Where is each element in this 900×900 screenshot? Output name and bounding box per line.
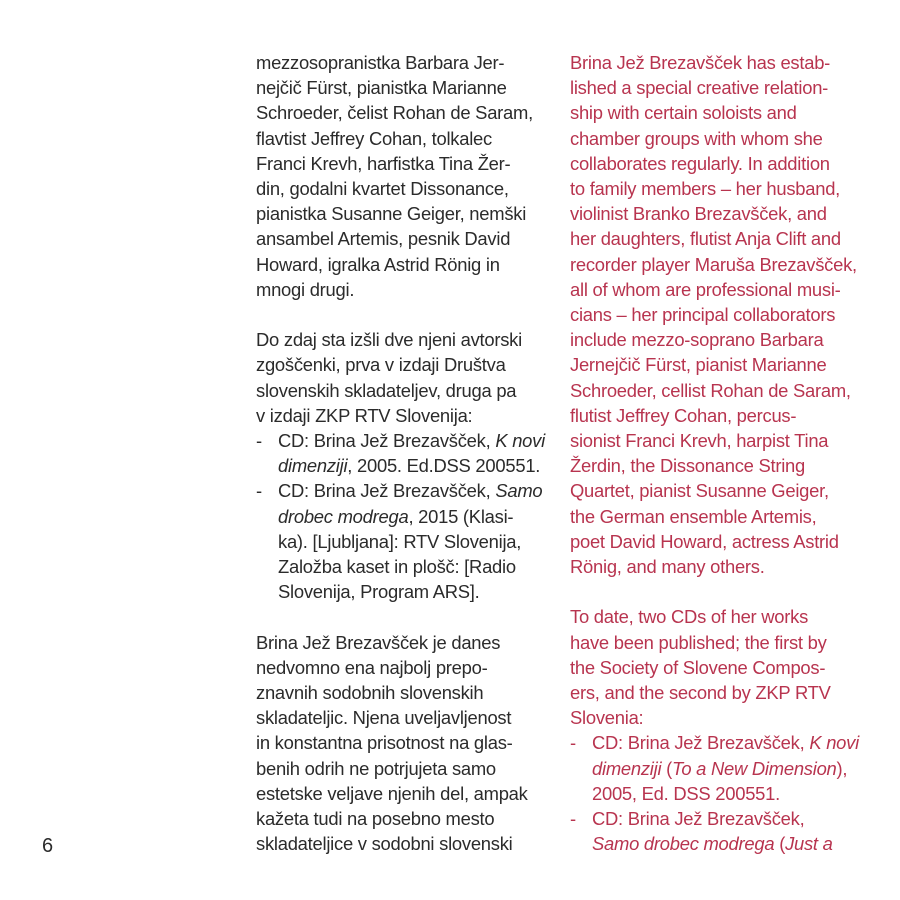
text-line: mezzosopranistka Barbara Jer- bbox=[256, 52, 505, 73]
cd-artist: CD: Brina Jež Brezavšček, bbox=[278, 480, 496, 502]
cd-title: K novi bbox=[495, 430, 545, 452]
text-line: violinist Branko Brezavšček, and bbox=[570, 203, 827, 225]
collaborators-paragraph-en bbox=[570, 50, 880, 579]
cd-list-item bbox=[570, 730, 880, 806]
cd-list-item bbox=[256, 428, 556, 478]
cd-title: dimenziji bbox=[592, 757, 662, 779]
text-line: Quartet, pianist Susanne Geiger, bbox=[570, 480, 829, 502]
text-line: in konstantna prisotnost na glas- bbox=[256, 732, 513, 754]
text-line: her daughters, flutist Anja Clift and bbox=[570, 228, 841, 250]
text-line: chamber groups with whom she bbox=[570, 127, 823, 149]
text-line: ka). [Ljubljana]: RTV Slovenija, bbox=[278, 530, 522, 552]
text-line: nejčič Fürst, pianistka Marianne bbox=[256, 77, 507, 99]
list-dash: - bbox=[570, 732, 576, 754]
text-line: v izdaji ZKP RTV Slovenija: bbox=[256, 404, 473, 426]
text-line bbox=[592, 756, 880, 781]
slovenian-text-column bbox=[256, 50, 556, 856]
text-line: sionist Franci Krevh, harpist Tina bbox=[570, 430, 829, 452]
text-line: ship with certain soloists and bbox=[570, 102, 797, 124]
text-line: lished a special creative relation- bbox=[570, 77, 829, 99]
cd-title: Samo bbox=[495, 480, 543, 502]
punctuation: ( bbox=[661, 757, 673, 779]
text-line: kažeta tudi na posebno mesto bbox=[256, 808, 495, 830]
text-line: flavtist Jeffrey Cohan, tolkalec bbox=[256, 127, 492, 149]
punctuation: ), bbox=[836, 757, 848, 779]
list-dash: - bbox=[256, 480, 262, 502]
cd-list-item bbox=[256, 478, 556, 604]
text-line: Slovenia: bbox=[570, 707, 644, 729]
text-line: 2005, Ed. DSS 200551. bbox=[592, 782, 780, 804]
cd-artist: CD: Brina Jež Brezavšček, bbox=[592, 732, 810, 754]
cd-title: drobec modrega bbox=[278, 505, 409, 527]
text-line: to family members – her husband, bbox=[570, 178, 841, 200]
cd-artist: CD: Brina Jež Brezavšček, bbox=[278, 430, 496, 452]
text-line bbox=[278, 428, 556, 453]
text-line: Schroeder, čelist Rohan de Saram, bbox=[256, 102, 533, 124]
text-line: ers, and the second by ZKP RTV bbox=[570, 682, 831, 704]
text-line: Žerdin, the Dissonance String bbox=[570, 455, 806, 477]
cd-list-item bbox=[570, 806, 880, 856]
text-line: Franci Krevh, harfistka Tina Žer- bbox=[256, 152, 511, 174]
cds-paragraph-en bbox=[570, 604, 880, 730]
text-line: Howard, igralka Astrid Rönig in bbox=[256, 253, 500, 275]
text-line: nedvomno ena najbolj prepo- bbox=[256, 656, 488, 678]
text-line: ansambel Artemis, pesnik David bbox=[256, 228, 511, 250]
text-line: the German ensemble Artemis, bbox=[570, 505, 817, 527]
page-number: 6 bbox=[42, 835, 54, 857]
text-line: include mezzo-soprano Barbara bbox=[570, 329, 824, 351]
text-line bbox=[278, 453, 556, 478]
text-line: collaborates regularly. In addition bbox=[570, 152, 830, 174]
text-line: CD: Brina Jež Brezavšček, bbox=[592, 808, 805, 830]
text-line: all of whom are professional musi- bbox=[570, 278, 841, 300]
text-line: Schroeder, cellist Rohan de Saram, bbox=[570, 379, 851, 401]
text-line: Do zdaj sta izšli dve njeni avtorski bbox=[256, 329, 522, 351]
text-line: the Society of Slovene Compos- bbox=[570, 656, 826, 678]
text-line: skladateljic. Njena uveljavljenost bbox=[256, 707, 512, 729]
text-line: benih odrih ne potrjujeta samo bbox=[256, 757, 496, 779]
text-line: estetske veljave njenih del, ampak bbox=[256, 782, 528, 804]
text-line: mnogi drugi. bbox=[256, 278, 355, 300]
text-line: pianistka Susanne Geiger, nemški bbox=[256, 203, 527, 225]
cd-title-translation: To a New Dimension bbox=[672, 757, 837, 779]
text-line: recorder player Maruša Brezavšček, bbox=[570, 253, 857, 275]
text-line: cians – her principal collaborators bbox=[570, 304, 836, 326]
text-line: zgoščenki, prva v izdaji Društva bbox=[256, 354, 506, 376]
text-line: Jernejčič Fürst, pianist Marianne bbox=[570, 354, 827, 376]
list-dash: - bbox=[256, 430, 262, 452]
collaborators-paragraph-sl bbox=[256, 50, 556, 302]
cd-list-en bbox=[570, 730, 880, 856]
text-line: flutist Jeffrey Cohan, percus- bbox=[570, 404, 797, 426]
text-line: Brina Jež Brezavšček je danes bbox=[256, 631, 501, 653]
text-line: have been published; the first by bbox=[570, 631, 827, 653]
text-line: slovenskih skladateljev, druga pa bbox=[256, 379, 517, 401]
text-line: Brina Jež Brezavšček has estab- bbox=[570, 52, 831, 73]
cd-title: dimenziji bbox=[278, 455, 348, 477]
cd-title: Samo drobec modrega bbox=[592, 833, 775, 855]
cd-title: K novi bbox=[809, 732, 859, 754]
text-line: znavnih sodobnih slovenskih bbox=[256, 682, 484, 704]
recognition-paragraph-sl bbox=[256, 630, 556, 857]
english-text-column bbox=[570, 50, 880, 856]
cd-list-sl bbox=[256, 428, 556, 604]
text-line: poet David Howard, actress Astrid bbox=[570, 530, 839, 552]
text-line bbox=[278, 478, 556, 503]
text-line bbox=[278, 504, 556, 529]
text-line: din, godalni kvartet Dissonance, bbox=[256, 178, 509, 200]
text-line: skladateljice v sodobni slovenski bbox=[256, 833, 513, 855]
cd-title-translation: Just a bbox=[785, 833, 833, 855]
text-line: Slovenija, Program ARS]. bbox=[278, 581, 480, 603]
cds-paragraph-sl bbox=[256, 327, 556, 428]
punctuation: ( bbox=[774, 833, 786, 855]
text-line bbox=[592, 831, 880, 856]
text-line bbox=[592, 730, 880, 755]
text-line: Rönig, and many others. bbox=[570, 556, 765, 578]
cd-details: , 2015 (Klasi- bbox=[408, 505, 514, 527]
cd-details: , 2005. Ed.DSS 200551. bbox=[347, 455, 541, 477]
list-dash: - bbox=[570, 808, 576, 830]
text-line: To date, two CDs of her works bbox=[570, 606, 809, 628]
text-line: Založba kaset in plošč: [Radio bbox=[278, 556, 516, 578]
